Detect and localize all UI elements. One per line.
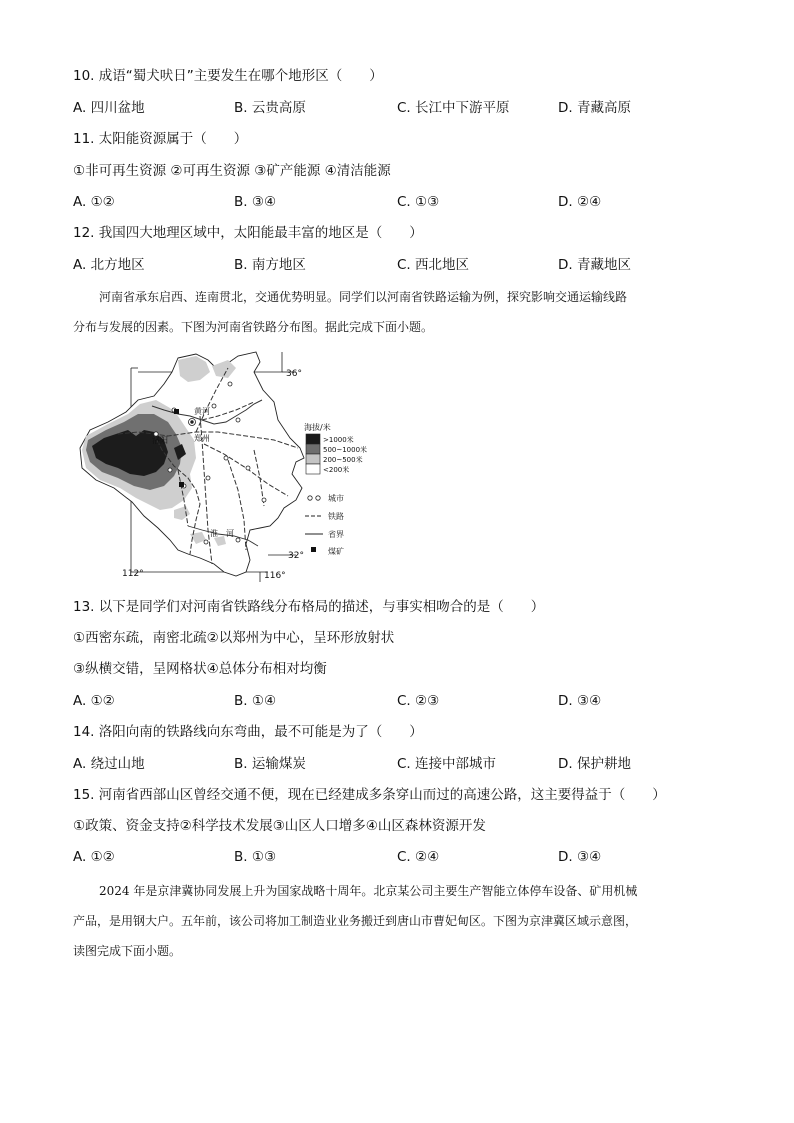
q12-option-a: A. 北方地区 <box>73 257 145 273</box>
map-label-huai-river: 淮 河 <box>210 529 234 538</box>
legend-coal-mine-icon <box>311 547 316 552</box>
map-label-luoyang: 洛阳 <box>152 436 168 445</box>
legend-symbol-coal-mine: 煤矿 <box>328 547 344 556</box>
henan-intro-line-2: 分布与发展的因素。下图为河南省铁路分布图。据此完成下面小题。 <box>73 320 434 334</box>
legend-level-200-500: 200~500米 <box>323 456 363 464</box>
q15-option-a: A. ①② <box>73 849 115 865</box>
q11-option-b: B. ③④ <box>234 194 277 210</box>
q13-items-line-2: ③纵横交错，呈网格状④总体分布相对均衡 <box>73 661 327 677</box>
legend-swatch-500-1000 <box>306 444 320 454</box>
q15-option-b: B. ①③ <box>234 849 277 865</box>
legend-level-below-200: <200米 <box>323 466 350 474</box>
q11-stem: 11. 太阳能资源属于（ ） <box>73 131 248 147</box>
q10-option-a: A. 四川盆地 <box>73 100 145 116</box>
q13-option-b: B. ①④ <box>234 693 277 709</box>
legend-title: 海拔/米 <box>304 423 331 432</box>
legend-swatch-200-500 <box>306 454 320 464</box>
henan-railway-map <box>78 350 378 582</box>
legend-swatch-above-1000 <box>306 434 320 444</box>
q13-option-a: A. ①② <box>73 693 115 709</box>
legend-symbol-city: 城市 <box>328 494 344 503</box>
map-label-112deg: 112° <box>122 569 144 579</box>
q13-stem: 13. 以下是同学们对河南省铁路线分布格局的描述，与事实相吻合的是（ ） <box>73 599 545 615</box>
q10-option-d: D. 青藏高原 <box>558 100 631 116</box>
q15-stem: 15. 河南省西部山区曾经交通不便，现在已经建成多条穿山而过的高速公路，这主要得益于（ ） <box>73 787 666 803</box>
map-label-116deg: 116° <box>264 571 286 581</box>
q12-option-d: D. 青藏地区 <box>558 257 631 273</box>
q12-stem: 12. 我国四大地理区域中，太阳能最丰富的地区是（ ） <box>73 225 423 241</box>
q13-items-line-1: ①西密东疏，南密北疏②以郑州为中心，呈环形放射状 <box>73 630 395 646</box>
q11-option-c: C. ①③ <box>397 194 440 210</box>
jjj-intro-line-3: 读图完成下面小题。 <box>73 944 182 958</box>
legend-swatch-below-200 <box>306 464 320 474</box>
q15-items: ①政策、资金支持②科学技术发展③山区人口增多④山区森林资源开发 <box>73 818 486 834</box>
q14-option-d: D. 保护耕地 <box>558 756 631 772</box>
q15-option-c: C. ②④ <box>397 849 440 865</box>
jjj-intro-line-2: 产品，是用钢大户。五年前，该公司将加工制造业业务搬迁到唐山市曹妃甸区。下图为京津冀区域示意图， <box>73 914 638 928</box>
q13-option-c: C. ②③ <box>397 693 440 709</box>
legend-symbol-border: 省界 <box>328 530 344 539</box>
q11-items: ①非可再生资源 ②可再生资源 ③矿产能源 ④清洁能源 <box>73 163 391 179</box>
map-label-32deg: 32° <box>288 551 304 561</box>
jjj-intro-line-1: 2024 年是京津冀协同发展上升为国家战略十周年。北京某公司主要生产智能立体停车设备、矿用机械 <box>99 884 638 898</box>
q14-option-c: C. 连接中部城市 <box>397 756 497 772</box>
q14-option-b: B. 运输煤炭 <box>234 756 306 772</box>
q10-stem: 10. 成语“蜀犬吠日”主要发生在哪个地形区（ ） <box>73 68 383 84</box>
q14-option-a: A. 绕过山地 <box>73 756 145 772</box>
legend-level-500-1000: 500~1000米 <box>323 446 368 454</box>
map-label-36deg: 36° <box>286 369 302 379</box>
map-label-yellow-river: 黄河 <box>194 407 210 416</box>
map-legend <box>304 422 367 556</box>
map-label-zhengzhou: 郑州 <box>194 434 210 443</box>
q15-option-d: D. ③④ <box>558 849 602 865</box>
legend-symbol-railway: 铁路 <box>328 512 344 521</box>
legend-level-above-1000: >1000米 <box>323 436 354 444</box>
q11-option-a: A. ①② <box>73 194 115 210</box>
legend-city-icon <box>308 496 320 500</box>
q13-option-d: D. ③④ <box>558 693 602 709</box>
q12-option-c: C. 西北地区 <box>397 257 470 273</box>
q11-option-d: D. ②④ <box>558 194 602 210</box>
q12-option-b: B. 南方地区 <box>234 257 306 273</box>
henan-intro-line-1: 河南省承东启西、连南贯北，交通优势明显。同学们以河南省铁路运输为例，探究影响交通运输线路 <box>99 290 628 304</box>
q10-option-b: B. 云贵高原 <box>234 100 306 116</box>
q10-option-c: C. 长江中下游平原 <box>397 100 510 116</box>
q14-stem: 14. 洛阳向南的铁路线向东弯曲，最不可能是为了（ ） <box>73 724 423 740</box>
